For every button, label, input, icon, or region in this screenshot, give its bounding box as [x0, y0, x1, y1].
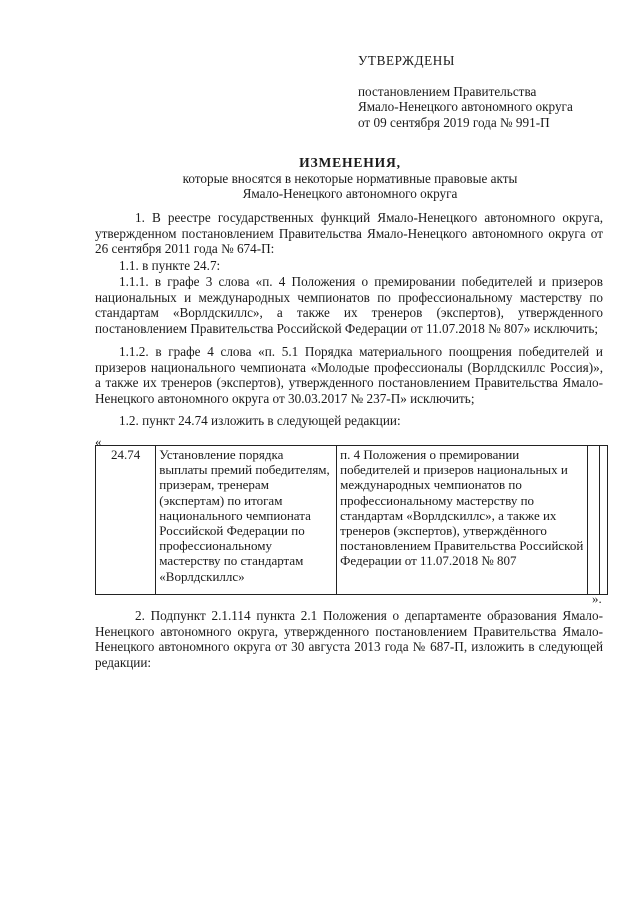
document-subtitle-2: Ямало-Ненецкого автономного округа — [242, 186, 458, 201]
paragraph-1-2: 1.2. пункт 24.74 изложить в следующей редакции: — [119, 413, 401, 428]
approval-line-1: постановлением Правительства — [358, 83, 537, 99]
document-heading — [60, 155, 640, 202]
approval-line-3: от 09 сентября 2019 года № 991-П — [358, 114, 550, 130]
document-title: ИЗМЕНЕНИЯ, — [299, 155, 401, 170]
approval-line-2: Ямало-Ненецкого автономного округа — [358, 99, 573, 114]
approval-title: УТВЕРЖДЕНЫ — [358, 53, 456, 68]
table-cell-empty — [587, 446, 599, 595]
table-cell-legal-basis: п. 4 Положения о премировании победителей и призеров национальных и международных чемпионатов по профессиональному мастерству по стандартам «Ворлдскиллс», а также их тренеров (экспертов), утверждённого постановлением Правительства Российской Федерации от 11.07.2018 № 807 — [337, 446, 587, 595]
paragraph-1: 1. В реестре государственных функций Ямало-Ненецкого автономного округа, утвержденном постановлением Правительства Ямало-Ненецкого автономного округа от 26 сентября 2011 года № 674-П: — [95, 210, 603, 256]
document-subtitle-1: которые вносятся в некоторые нормативные правовые акты — [182, 170, 518, 186]
table-row — [96, 446, 608, 595]
registry-table — [95, 445, 608, 595]
quote-open: « — [95, 434, 102, 449]
table-cell-function-name: Установление порядка выплаты премий победителям, призерам, тренерам (экспертам) по итогам национального чемпионата Российской Федерации по профессиональному мастерству по стандартам «Ворлдскиллс» — [156, 446, 337, 595]
table-cell-empty — [599, 446, 607, 595]
paragraph-1-1: 1.1. в пункте 24.7: — [119, 258, 221, 273]
quote-close: ». — [592, 591, 602, 606]
table-cell-number: 24.74 — [96, 446, 156, 595]
approval-stamp — [358, 53, 628, 130]
paragraph-2: 2. Подпункт 2.1.114 пункта 2.1 Положения о департаменте образования Ямало-Ненецкого автономного округа, утвержденного постановлением Правительства Ямало-Ненецкого автономного округа от 30 августа 2013 года № 687-П, изложить в следующей редакции: — [95, 608, 603, 670]
paragraph-1-1-1: 1.1.1. в графе 3 слова «п. 4 Положения о премировании победителей и призеров национальных и международных чемпионатов по профессиональному мастерству по стандартам «Ворлдскиллс», а также их тренеров (экспертов), утвержденного постановлением Правительства Российской Федерации от 11.07.2018 № 807» исключить; — [95, 274, 603, 336]
paragraph-1-1-2: 1.1.2. в графе 4 слова «п. 5.1 Порядка материального поощрения победителей и призеров национального чемпионата «Молодые профессионалы (Ворлдскиллс Россия)», а также их тренеров (экспертов), утвержденного постановлением Правительства Ямало-Ненецкого автономного округа от 30.03.2017 № 237-П» исключить; — [95, 344, 603, 406]
